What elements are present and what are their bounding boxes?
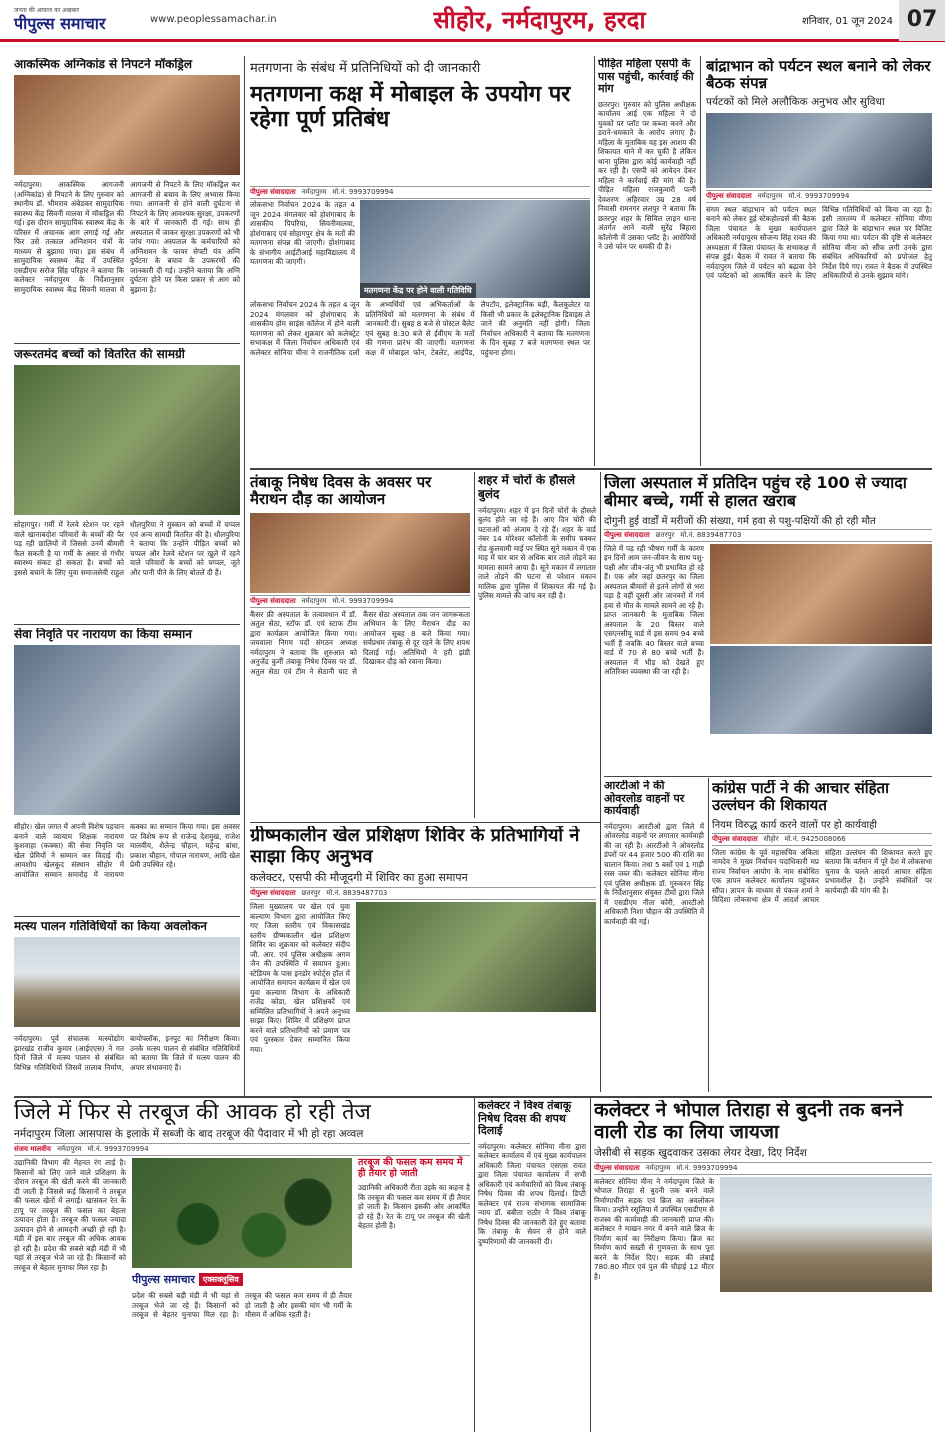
byline-marathon [250, 595, 470, 608]
byline-name: पीपुल्स संवाददाता [250, 889, 296, 898]
headline-melon[interactable]: जिले में फिर से तरबूज की आवक हो रही तेज [14, 1100, 371, 1125]
body-retire: सीहोर। खेल जगत में अपनी विशेष पहचान बनाने वाले व्यायाम शिक्षक नारायण कुशवाहा (कक्का) की सेवा निवृत्ति पर खेल प्रेमियों ने सम्मान कर विदाई दी। आयशोप खेलकूद संस्थान सीहोर में आयोजित सम्मान समारोह में नारायण कक्का का सम्मान किया गया। इस अवसर पर विशेष रूप से राजेन्द्र देशमुख, राजेश मालवीय, शैलेन्द्र चौहान, महेन्द्र बांधा, प्रकाश चौहान, गोपाल नारायण, आदि खेल प्रेमी उपस्थित रहे। [14, 822, 240, 879]
story-tourism [706, 58, 932, 466]
photo-counting-meeting [360, 200, 590, 298]
byline-place: नर्मदापुरम [757, 191, 783, 200]
byline-name: पीपुल्स संवाददाता [250, 188, 296, 196]
headline-oath[interactable]: कलेक्टर ने विश्व तंबाकू निषेध दिवस की शपथ दिलाई [478, 1100, 572, 1138]
story-melon [14, 1100, 470, 1430]
body-marathon: कैंसर फ्री अस्पताल के तत्वावधान में डॉ. अतुल सेठा, स्टॉफ डॉ. एवं स्टाफ टीम द्वारा कार्यक्रम आयोजित किया गया। जयवाला निगम पदों संगठन अध्यक्ष नर्मदापुरम ने बताया कि शुरुआत को अनुजेंद्र कुर्मी तंबाकू निषेध दिवस पर डॉ. अतुल सेठा एवं टीम ने सेठानी घाट से कैंसर सेठा अस्पताल तक जन जागरूकता अभियान के लिए मैराथन दौड़ का आयोजन सुबह 8 बजे किया गया। सर्वप्रथम तंबाकू से दूर रहने के लिए शपथ दिलाई गई। अतिथियों ने हरी झंडी दिखाकर दौड़ को रवाना किया। [250, 609, 470, 676]
photo-fishery [14, 937, 240, 1027]
photo-marathon [250, 513, 470, 593]
headline-road[interactable]: कलेक्टर ने भोपाल तिराहा से बुदनी तक बनने वाली रोड का लिया जायजा [594, 1100, 903, 1143]
body-thieves: नर्मदापुरम। शहर में इन दिनों चोरों के हौसले बुलंद होते जा रहे हैं। आए दिन चोरी की घटनाओं को अंजाम दे रहे हैं। शहर के वार्ड नंबर 14 मोरेश्वर कॉलोनी के समीप चक्कर रोड कुलवामी माई पर स्थित सूने मकान में एक माह में चार बार से अधिक बार ताले तोड़ने का मामला सामने आया है। सूने मकान में लगातार ताले तोड़ने की घटना से परेशान मकान मालिक द्वारा पुलिस में शिकायत की गई है। पुलिस मामले की जांच कर रही है। [478, 505, 596, 601]
headline-fish[interactable]: मत्स्य पालन गतिविधियों का किया अवलोकन [14, 920, 207, 933]
byline-road [594, 1162, 932, 1175]
byline-phone: मो.नं. 9993709994 [332, 596, 394, 605]
story-victim [598, 58, 696, 466]
photo-caption-mobile: मतगणना केंद्र पर होने वाली गतिविधि [360, 283, 476, 298]
byline-tourism [706, 190, 932, 203]
section-title: सीहोर, नर्मदापुरम, हरदा [433, 6, 646, 34]
sub-melon: नर्मदापुरम जिला आसपास के इलाके में सब्जी के बाद तरबूज की पैदावार में भी हो रहा अव्वल [14, 1128, 364, 1141]
story-mobile [250, 58, 590, 183]
byline-phone: मो.नं. 8839487703 [680, 530, 742, 539]
newspaper-logo[interactable] [0, 8, 150, 32]
headline-rto[interactable]: आरटीओ ने की ओवरलोड वाहनों पर कार्यवाही [604, 780, 685, 818]
body-mobile: लोकसभा निर्वाचन 2024 के तहत 4 जून 2024 मंगलवार को होशंगाबाद के शासकीय होम साइंस कॉलेज में होने वाली मतगणना को लेकर शुक्रवार को कलेक्ट्रेट सभाकक्ष में जिला निर्वाचन अधिकारी एवं कलेक्टर सोनिया मीना ने राजनीतिक दलों के अभ्यर्थियों एवं अभिकर्ताओं के प्रतिनिधियों को मतगणना के संबंध में जानकारी दी। सुबह 8 बजे से पोस्टल बैलेट एवं सुबह 8:30 बजे से ईवीएम के मतों की गणना प्रारंभ की जाएगी। मतगणना कक्ष में मोबाइल फोन, टेबलेट, आईपैड, लैपटॉप, इलेक्ट्रानिक घड़ी, कैलकुलेटर या किसी भी प्रकार के इलेक्ट्रानिक डिवाइस ले जाने की अनुमति नहीं होगी। जिला निर्वाचन अधिकारी ने बताया कि मतगणना के दिन सुबह 7 बजे मतगणना स्थल पर पहुंचना होगा। [250, 300, 590, 357]
story-camp [250, 826, 596, 1096]
byline-phone: मो.नं. 9993709994 [332, 188, 394, 196]
byline-melon [14, 1143, 470, 1156]
headline-retire[interactable]: सेवा निवृति पर नारायण का किया सम्मान [14, 628, 192, 641]
story-road [594, 1100, 932, 1430]
byline-name: पीपुल्स संवाददाता [604, 530, 650, 539]
brand-name: पीपुल्स समाचार [14, 13, 106, 33]
body-oath: नर्मदापुरम। कलेक्टर सोनिया मीना द्वारा कलेक्टर कार्यालय में एवं मुख्य कार्यपालन अधिकारी जिला पंचायत एसएस रावत द्वारा जिला पंचायत कार्यालय में सभी अधिकारी एवं कर्मचारियों को विश्व तंबाकू निषेध दिवस की शपथ दिलाई। डिप्टी कलेक्टर एवं राज्य संभागक सामाजिक न्याय डॉ. बबीता राठौर ने विश्व तंबाकू निषेध दिवस की जानकारी देते हुए बताया कि तंबाकू के सेवन से होने वाले दुष्परिणामों की जानकारी दी। [478, 1141, 586, 1246]
body-tourism: संगम स्थल बांद्राभान को पर्यटन स्थल बनाने को लेकर हुई स्टेकहोल्डर्स की बैठक जिला पंचायत के मुख्य कार्यपालन अधिकारी नर्मदापुरम सौजन्य सिंह रावत की अध्यक्षता में जिला पंचायत के सभाकक्ष में संपन्न हुई। बैठक में रावत ने बताया कि नर्मदापुरम जिले में पर्यटन को बढ़ावा देने एवं पर्यटकों को आकर्षित करने के लिए विभिन्न गतिविधियों को किया जा रहा है। इसी तारतम्य में कलेक्टर सोनिया मीणा द्वारा जिले के बांद्राभान स्थल पर विजिट किया गया था। पर्यटन की दृष्टि से कलेक्टर सोनिया मीना को सौंफ लगी उनके द्वारा संबंधित अधिकारियों को प्रपोजल हेतु निर्देश दिये गए। रावत ने बैठक में उपस्थित अधिकारियों से उनके सुझाव मांगे। [706, 204, 932, 280]
body-fish: नर्मदापुरम। पूर्व संचालक मत्स्योद्योग झारखंड राजीव कुमार (आईएएस) ने गत दिनों जिले में मत्स्य पालन से संबंधित विभिन्न गतिविधियों जिसमें तालाब निर्माण, बायोफ्लॉक, इनपुट का निरीक्षण किया। उनके मत्स्य पालन से संबंधित गतिविधियों को बताया कि जिले में मत्स्य पालन की अपार संभावनाएं हैं। [14, 1034, 240, 1072]
byline-camp [250, 887, 596, 900]
body-mobile-lead: लोकसभा निर्वाचन 2024 के तहत 4 जून 2024 मंगलवार को होशंगाबाद के शासकीय पिपरिया, सिवनीमालवा, होशंगाबाद एवं सोहागपुर क्षेत्र के मतों की मतगणना संपन्न की जाएगी। होशंगाबाद के संभागीय आईटीआई महाविद्यालय में मतगणना की जाएगी। [250, 200, 355, 266]
body-needy: सोहागपुर। गर्मी में रेलवे स्टेशन पर रहने वाले खानाबदोश परिवारों के बच्चों की पैर पड़ रही छालियों में जिससे उनमें बीमारी फैल सकती है या गर्मी के असर से गंभीर स्वास्थ्य संकट हो सकता है। बच्चों को इससे बचाने के लिए युवा समाजसेवी राहुल धौलपुरिया ने मुस्कान को बच्चों में चप्पल एवं अन्य सामग्री वितरित की है। धौलपुरिया ने बताया कि उन्होंने पीड़ित बच्चों को चप्पल और रेलवे स्टेशन पर खुले में रहने वाले परिवारों के बच्चों को चप्पल, जूते और पानी पीने के लिए बोतलें दी हैं। [14, 520, 240, 577]
headline-thieves[interactable]: शहर में चोरों के हौसले बुलंद [478, 474, 576, 501]
byline-phone: मो.नं. 8839487703 [326, 889, 388, 898]
headline-marathon[interactable]: तंबाकू निषेध दिवस के अवसर पर मैराथन दौड़ का आयोजन [250, 474, 432, 509]
photo-watermelons [132, 1158, 352, 1268]
byline-name: पीपुल्स संवाददाता [706, 191, 752, 200]
photo-fire-drill [14, 75, 240, 175]
headline-hospital[interactable]: जिला अस्पताल में प्रतिदिन पहुंच रहे 100 से ज्यादा बीमार बच्चे, गर्मी से हालत खराब [604, 474, 907, 511]
byline-place: नर्मदापुरम [56, 1145, 82, 1154]
brand-tagline: जनता की आवाज का अखबार [14, 6, 80, 14]
body-melon-side: उद्यानिकी अधिकारी रीता उइके का कहना है कि तरबूज की फसल कम समय में ही तैयार हो जाती है। किसान इसकी ओर आकर्षित हो रहे हैं। रेत के टापू पर तरबूज की खेती बेहतर होती है। [358, 1183, 470, 1231]
headline-congress[interactable]: कांग्रेस पार्टी ने की आचार संहिता उल्लंघन की शिकायत [712, 780, 889, 815]
story-thieves [478, 474, 596, 820]
headline-mobile[interactable]: मतगणना कक्ष में मोबाइल के उपयोग पर रहेगा पूर्ण प्रतिबंध [250, 82, 571, 133]
photo-road-inspection [720, 1177, 932, 1292]
byline-name: पीपुल्स संवाददाता [594, 1163, 640, 1172]
photo-children [14, 365, 240, 515]
story-fish [14, 920, 240, 1030]
byline-place: नर्मदापुरम [301, 188, 327, 196]
byline-phone: मो.नं. 9425008066 [784, 834, 846, 843]
byline-phone: मो.नं. 9993709994 [676, 1163, 738, 1172]
side-head-melon: तरबूज की फसल कम समय में ही तैयार हो जाती [358, 1157, 463, 1180]
body-hospital: जिले में पड़ रही भीषण गर्मी के कारण इन दिनों आम जन-जीवन के साथ पशु-पक्षी और जीव-जंतु भी प्रभावित हो रहे हैं। एक ओर जहां छतरपुर का जिला अस्पताल बीमारों से इतने लोगों से भरा पड़ा है वहीं दूसरी ओर जानवरों में गर्म हवा से मौत के मामले सामने आ रहे हैं। प्राप्त जानकारी के मुताबिक जिला अस्पताल के 20 बिस्तर वाले एसएनसीयू वार्ड में इस समय 94 बच्चे भर्ती हैं जबकि 40 बिस्तर वाले बच्चा वार्ड में 70 से 80 बच्चे भर्ती हैं। अस्पताल में भीड़ को देखते हुए अतिरिक्त व्यवस्था की जा रही है। [604, 543, 704, 677]
exclusive-label: एक्सक्लूसिव [199, 1273, 243, 1286]
body-road: कलेक्टर सोनिया मीना ने नर्मदापुरम जिले के भोपाल तिराहा से बुदनी तक बनने वाले निर्माणाधीन सड़क एवं ब्रिज का अवलोकन किया। उन्होंने रसूलिया में उपस्थित एसडीएम से राजस्व की कार्यवाही की जानकारी प्राप्त की। कलेक्टर ने माखन नगर में बनने वाले ब्रिज के निर्माण कार्य का निरीक्षण किया। ब्रिज का निर्माण कार्य सख्ती से गुणवत्ता के साथ पूरा करने के निर्देश दिए। सड़क की लंबाई 780.80 मीटर एवं पुल की चौड़ाई 12 मीटर है। [594, 1176, 714, 1281]
byline-hospital [604, 529, 932, 542]
story-oath [478, 1100, 586, 1430]
byline-name: पीपुल्स संवाददाता [712, 834, 758, 843]
body-melon: उद्यानिकी विभाग की मेहनत रंग लाई है। किसानों को लिए जाने वाले प्रशिक्षण के दौरान तरबूज की खेती करने की जानकारी दी जाती है जिससे कई किसानों ने तरबूज की फसल खेतों में लगाई। खासकर रेत के टापू पर तरबूज की फसल का बेहतर उत्पादन होता है। तरबूज की फसल ज्यादा उत्पादन होने से आमदनी अच्छी हो रही है। मंडी में इस बार तरबूज की अधिक आवक हो रही है। प्रदेश की सबसे बड़ी मंडी में भी यहां से तरबूज भेजे जा रहे हैं। किसानों को तरबूज से बेहतर मुनाफा मिल रहा है। [14, 1158, 126, 1272]
story-fire [14, 58, 240, 178]
page-number: 07 [899, 0, 945, 41]
byline-name: पीपुल्स संवाददाता [250, 596, 296, 605]
story-needy [14, 348, 240, 518]
kicker-mobile: मतगणना के संबंध में प्रतिनिधियों को दी जानकारी [250, 61, 481, 76]
byline-phone: मो.नं. 9993709994 [788, 191, 850, 200]
headline-needy[interactable]: जरूरतमंद बच्चों को वितरित की सामग्री [14, 348, 185, 361]
story-rto [604, 780, 704, 1092]
body-victim: छतरपुर। गुरुवार को पुलिस अधीक्षक कार्यालय आई एक महिला ने दो युवकों पर प्लॉट पर कब्जा करने और डराने-धमकाने के आरोप लगाए हैं। महिला के मुताबिक वह इस आशय की शिकायत थाने में कर चुकी है लेकिन थाना पुलिस द्वारा कोई कार्यवाही नहीं कर रही है। एसपी को आवेदन देकर महिला ने कार्रवाई की मांग की है। पीड़ित महिला राजकुमारी पत्नी देवशरण अहिरवार उम्र 28 वर्ष निवासी रामनगर ललपुर ने बताया कि छतरपुर शहर के सिविल लाइन थाना अंतर्गत आने वाली सुरेंद्र बिहारा कॉलोनी में उसका प्लॉट है। आरोपियों ने उसे फोन पर धमकी दी है। [598, 99, 696, 252]
sub-camp: कलेक्टर, एसपी की मौजूदगी में शिविर का हुआ समापन [250, 871, 468, 885]
photo-felicitation [14, 645, 240, 815]
story-congress [712, 780, 932, 1092]
story-hospital [604, 474, 932, 774]
headline-tourism[interactable]: बांद्राभान को पर्यटन स्थल बनाने को लेकर बैठक संपन्न [706, 58, 931, 93]
edition-date: शनिवार, 01 जून 2024 [801, 15, 893, 27]
photo-doctor [710, 646, 932, 734]
sub-tourism: पर्यटकों को मिले अलौकिक अनुभव और सुविधा [706, 95, 885, 108]
masthead [0, 0, 945, 42]
headline-victim[interactable]: पीड़ित महिला एसपी के पास पहुंची, कार्रवाई की मांग [598, 58, 694, 96]
exclusive-badge [132, 1272, 352, 1287]
byline-place: सीहोर [763, 834, 779, 843]
story-marathon [250, 474, 470, 820]
body-fire: नर्मदापुरम। आकस्मिक आगजनी (अग्निकांड) से निपटने के लिए गुरुवार को स्थानीय डॉ. भीमराव अंबेडकर सामुदायिक स्वास्थ्य केंद्र सिवनी मालवा में मॉकड्रिल की गई। इस दौरान सामुदायिक स्वास्थ्य केंद्र के परिसर में अचानक आग लगाई गई और फिर उसे तत्काल अग्निशमन यंत्रों के माध्यम से बुझाया गया। इस संबंध में सामुदायिक स्वास्थ्य केंद्र में उपस्थित एसडीएम सरोज सिंह परिहार ने बताया कि कलेक्टर नर्मदापुरम के निर्देशानुसार सामुदायिक स्वास्थ्य केंद्र सिवनी मालवा में आगजनी से निपटने के लिए मॉकड्रिल कर आगजनी से बचाव के लिए अभ्यास किया गया। आगजनी से होने वाली दुर्घटना से निपटने के लिए आवश्यक सुरक्षा, उपकरणों के बारे में जानकारी दी गई। साथ ही अस्पताल में जाकर सुरक्षा उपकरणों को भी जांच गया। अस्पताल के कर्मचारियों को अग्निशमन के फायर सेफ्टी यंत्र अग्नि दुर्घटना के बचाव के उपकरणों की जानकारी दी गई। उन्होंने बताया कि अग्नि दुर्घटना होने पर किस प्रकार से आग को बुझाना है। [14, 180, 240, 294]
byline-name: संजय मालवीय [14, 1145, 51, 1154]
story-retire [14, 628, 240, 818]
byline-place: नर्मदापुरम [645, 1163, 671, 1172]
body-melon-continued: प्रदेश की सबसे बड़ी मंडी में भी यहां से तरबूज भेजे जा रहे हैं। किसानों को तरबूज से बेहतर मुनाफा मिल रहा है। तरबूज की फसल कम समय में ही तैयार हो जाती है और इसकी मांग भी गर्मी के मौसम में अधिक रहती है। [132, 1291, 352, 1320]
byline-mobile [250, 186, 590, 199]
photo-camp [356, 902, 596, 1012]
website-link[interactable]: www.peoplessamachar.in [150, 14, 277, 25]
byline-place: छतरपुर [301, 889, 321, 898]
body-camp: जिला मुख्यालय पर खेल एवं युवा कल्याण विभाग द्वारा आयोजित किए गए जिला स्तरीय एवं विकासखंड स्तरीय ग्रीष्मकालीन खेल प्रशिक्षण शिविर का शुक्रवार को कलेक्टर संदीप जी. आर. एवं पुलिस अधीक्षक अगम जैन की उपस्थिति में समापन हुआ। स्टेडियम के पास इनडोर स्पोर्ट्स हॉल में आयोजित समापन कार्यक्रम में खेल एवं युवा कल्याण विभाग के अधिकारी राजेंद्र कोडा, खेल प्रशिक्षकों एवं सम्मिलित प्रतिभागियों ने अपने अनुभव साझा किए। शिविर में प्रशिक्षण प्राप्त करने वाले प्रतिभागियों को प्रमाण पत्र एवं पुरस्कार देकर सम्मानित किया गया। [250, 902, 350, 1054]
sub-hospital: दोगुनी हुई वार्डों में मरीजों की संख्या, गर्म हवा से पशु-पक्षियों की हो रही मौत [604, 515, 876, 527]
byline-phone: मो.नं. 9993709994 [87, 1145, 149, 1154]
byline-place: छतरपुर [655, 530, 675, 539]
body-congress: जिला कांग्रेस के पूर्व महासचिव अंकिता नामदेव ने मुख्य निर्वाचन पदाधिकारी मप्र राज्य निर्वाचन आयोग के नाम संबोधित एक ज्ञापन कलेक्टर कार्यालय पहुंचकर सौंपा। ज्ञापन के माध्यम से पंकज शर्मा ने विदिशा लोकसभा क्षेत्र में आदर्श आचार संहिता उल्लंघन की शिकायत करते हुए बताया कि वर्तमान में पूरे देश में लोकसभा चुनाव के चलते आदर्श आचार संहिता प्रभावशील है। उन्होंने संबंधितों पर कार्यवाही की मांग की है। [712, 847, 932, 904]
photo-hospital-ward [710, 544, 932, 644]
byline-congress [712, 833, 932, 846]
body-rto: नर्मदापुरम। आरटीओ द्वारा जिले में ओवरलोड वाहनों पर लगातार कार्यवाही की जा रही है। आरटीओ ने ओवरलोड डंपरों पर 44 हजार 500 की राशि का चालान किया। तथा 5 बसों एवं 1 गाड़ी रस्स जब्त की। कलेक्टर सोनिया मीना एवं पुलिस अधीक्षक डॉ. गुरुकरन सिंह के निर्देशानुसार संयुक्त टीमों द्वारा जिले में एसडीएम नीता कोरी, आरटीओ अधिकारी निशा चौहान की उपस्थिति में कार्यवाही की गई। [604, 821, 704, 926]
exclusive-brand: पीपुल्स समाचार [132, 1273, 195, 1287]
headline-fire[interactable]: आकस्मिक अग्निकांड से निपटने मॉकड्रिल [14, 58, 192, 71]
sub-congress: नियम विरुद्ध कार्य करने वालों पर हो कार्यवाही [712, 819, 877, 831]
sub-road: जेसीबी से सड़क खुदवाकर उसका लेयर देखा, दिए निर्देश [594, 1146, 807, 1159]
photo-tourism-meeting [706, 113, 932, 188]
headline-camp[interactable]: ग्रीष्मकालीन खेल प्रशिक्षण शिविर के प्रतिभागियों ने साझा किए अनुभव [250, 826, 580, 867]
byline-place: नर्मदापुरम [301, 596, 327, 605]
